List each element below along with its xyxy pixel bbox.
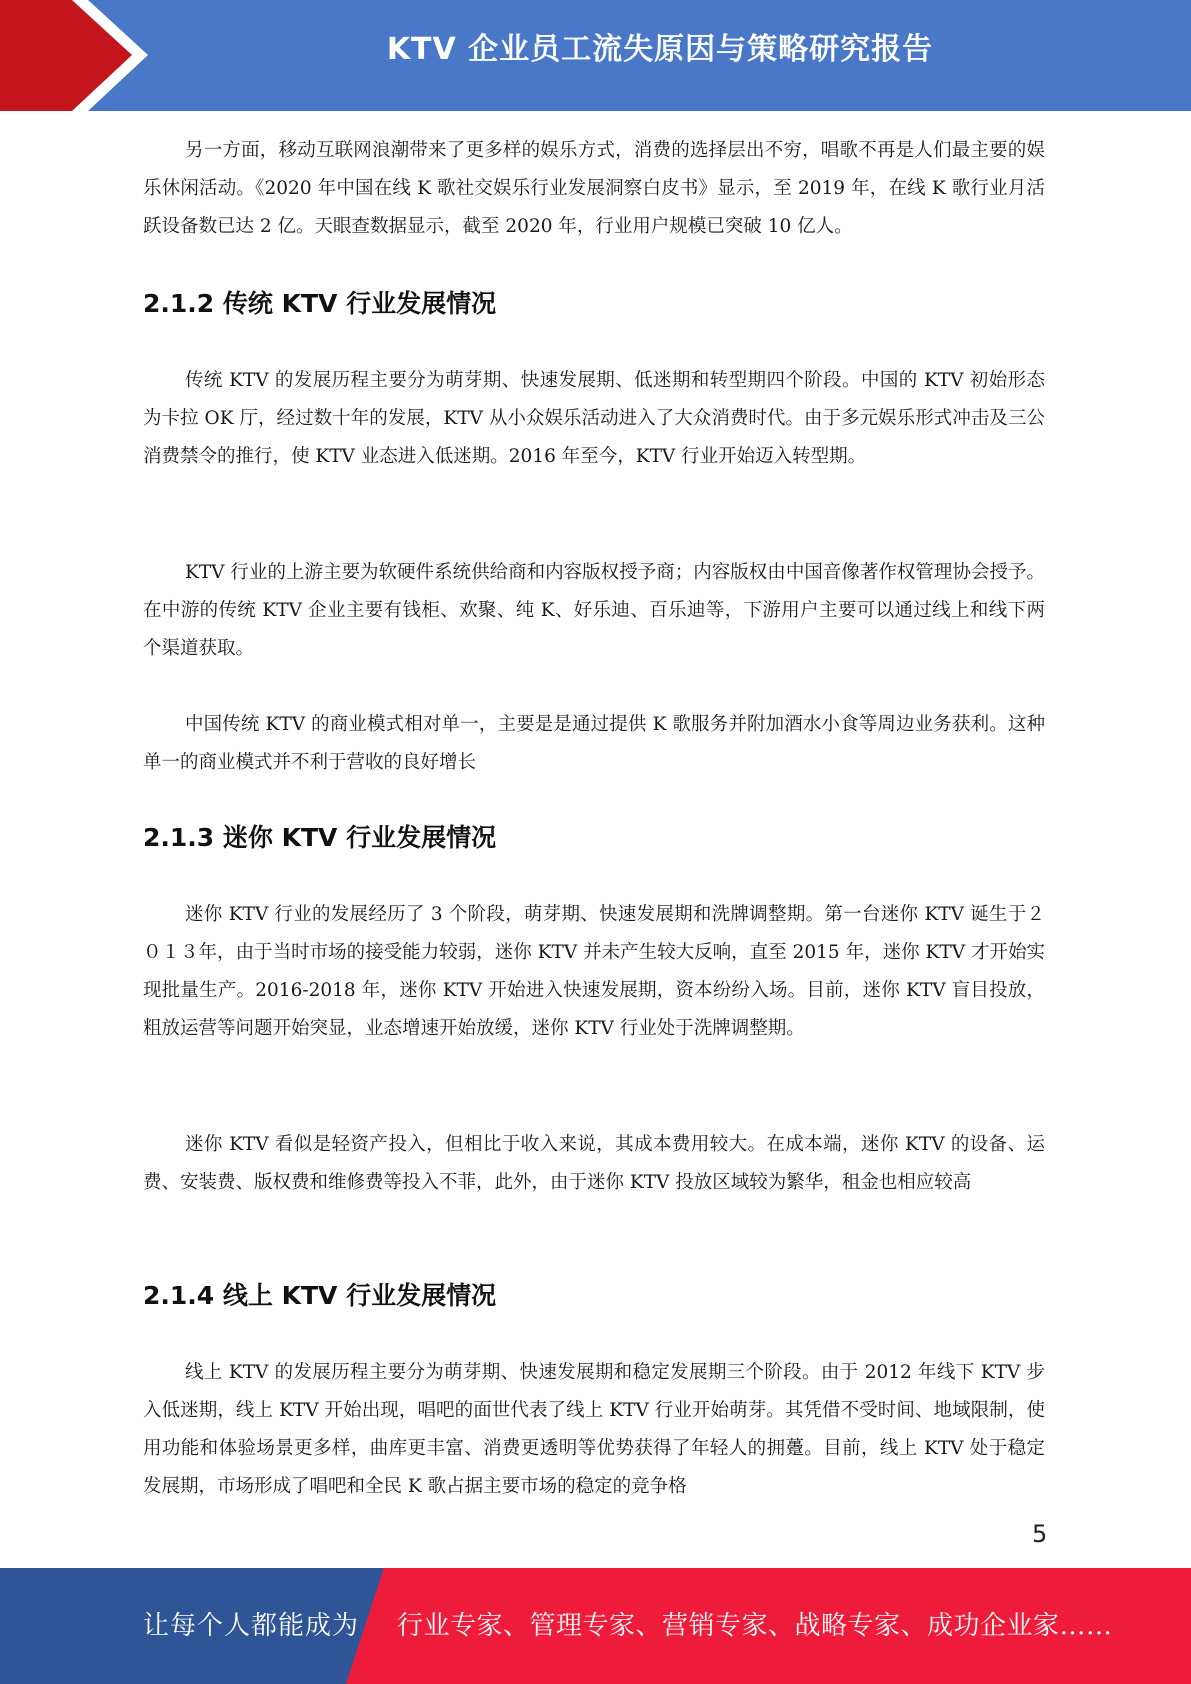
footer-slogan-left: 让每个人都能成为: [143, 1611, 360, 1641]
section-heading-2-1-3: 2.1.3 迷你 KTV 行业发展情况: [143, 823, 497, 852]
page-header: [0, 0, 1191, 111]
paragraph-2-1-2-c: 中国传统 KTV 的商业模式相对单一，主要是是通过提供 K 歌服务并附加酒水小食等周边业务获利。这种单一的商业模式并不利于营收的良好增长: [143, 714, 1045, 773]
document-title: KTV 企业员工流失原因与策略研究报告: [386, 32, 934, 67]
paragraph-2-1-3-a: 迷你 KTV 行业的发展经历了 3 个阶段，萌芽期、快速发展期和洗牌调整期。第一台迷你 KTV 诞生于２０１３年，由于当时市场的接受能力较弱，迷你 KTV 并未产生较大反响，直至 2015 年，迷你 KTV 才开始实现批量生产。2016-2018 年，迷你 KTV 开始进入快速发展期，资本纷纷入场。目前，迷你 KTV 盲目投放，粗放运营等问题开始突显，业态增速开始放缓，迷你 KTV 行业处于洗牌调整期。: [143, 904, 1045, 1039]
paragraph-2-1-3-b: 迷你 KTV 看似是轻资产投入，但相比于收入来说，其成本费用较大。在成本端，迷你 KTV 的设备、运费、安装费、版权费和维修费等投入不菲，此外，由于迷你 KTV 投放区域较为繁华，租金也相应较高: [143, 1134, 1045, 1193]
footer-slogan-right: 行业专家、管理专家、营销专家、战略专家、成功企业家……: [397, 1611, 1113, 1641]
paragraph-2-1-4-a: 线上 KTV 的发展历程主要分为萌芽期、快速发展期和稳定发展期三个阶段。由于 2012 年线下 KTV 步入低迷期，线上 KTV 开始出现，唱吧的面世代表了线上 KTV 行业开始萌芽。其凭借不受时间、地域限制，使用功能和体验场景更多样，曲库更丰富、消费更透明等优势获得了年轻人的拥躉。目前，线上 KTV 处于稳定发展期，市场形成了唱吧和全民 K 歌占据主要市场的稳定的竞争格: [143, 1362, 1045, 1497]
intro-paragraph: 另一方面，移动互联网浪潮带来了更多样的娱乐方式，消费的选择层出不穷，唱歌不再是人们最主要的娱乐休闲活动。《2020 年中国在线 K 歌社交娱乐行业发展洞察白皮书》显示，至 2019 年，在线 K 歌行业月活跃设备数已达 2 亿。天眼查数据显示，截至 2020 年，行业用户规模已突破 10 亿人。: [143, 140, 1045, 237]
paragraph-2-1-2-b: KTV 行业的上游主要为软硬件系统供给商和内容版权授予商；内容版权由中国音像著作权管理协会授予。在中游的传统 KTV 企业主要有钱柜、欢聚、纯 K、好乐迪、百乐迪等，下游用户主要可以通过线上和线下两个渠道获取。: [143, 562, 1045, 659]
section-heading-2-1-4: 2.1.4 线上 KTV 行业发展情况: [143, 1281, 497, 1310]
paragraph-2-1-2-a: 传统 KTV 的发展历程主要分为萌芽期、快速发展期、低迷期和转型期四个阶段。中国的 KTV 初始形态为卡拉 OK 厅，经过数十年的发展，KTV 从小众娱乐活动进入了大众消费时代。由于多元娱乐形式冲击及三公消费禁令的推行，使 KTV 业态进入低迷期。2016 年至今，KTV 行业开始迈入转型期。: [143, 370, 1045, 467]
page-footer: [0, 1568, 1191, 1684]
page-number: 5: [1032, 1520, 1048, 1548]
section-heading-2-1-2: 2.1.2 传统 KTV 行业发展情况: [143, 289, 497, 318]
